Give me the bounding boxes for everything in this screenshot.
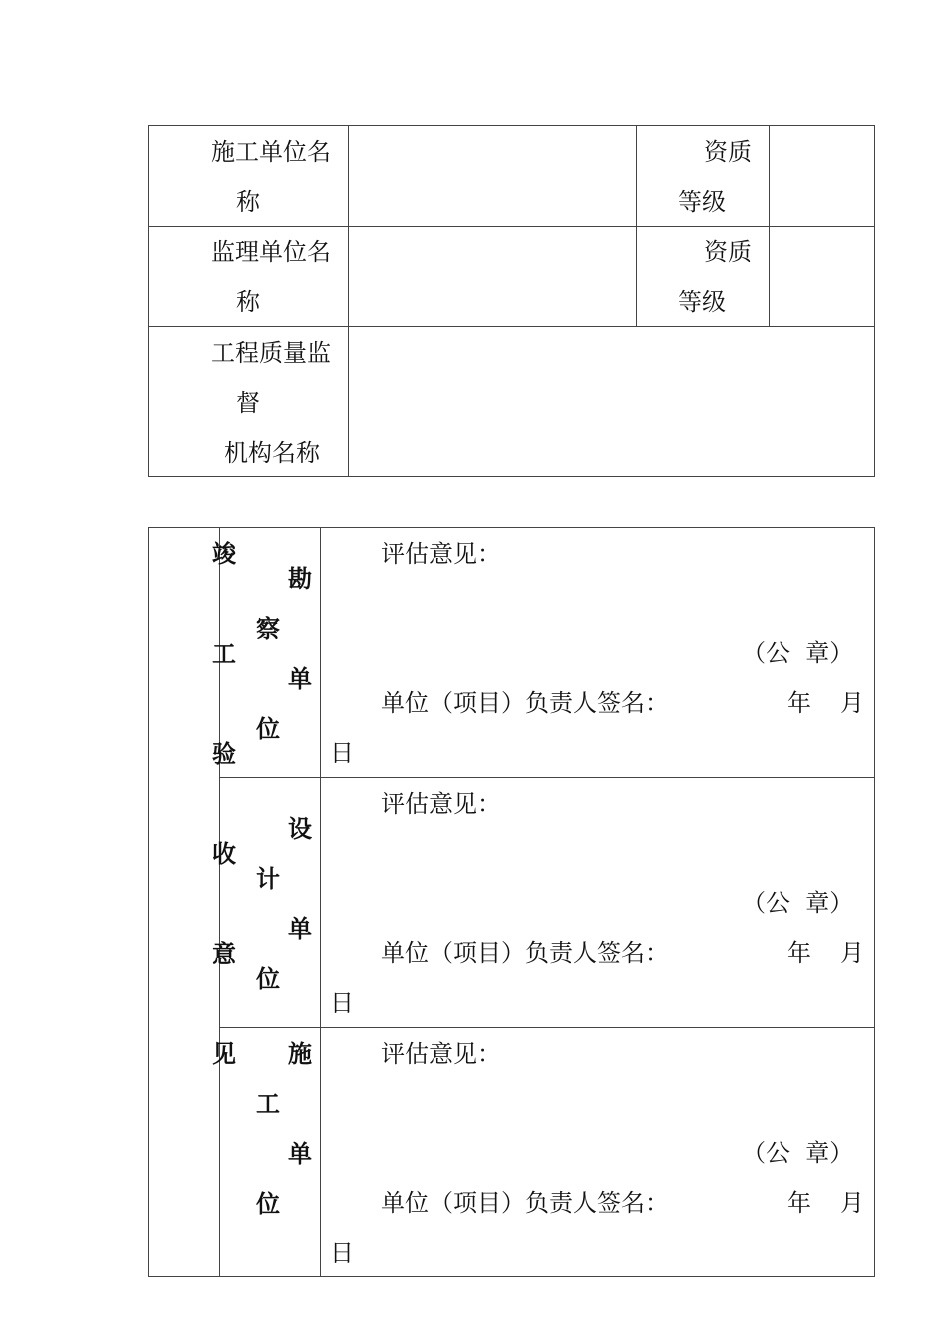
quality-agency-label: 工程质量监 [211,339,331,367]
side-label-char: 工 [212,639,236,668]
table1-column-divider [636,125,637,326]
construction-unit-label-cont: 称 [236,188,260,216]
design-year-label: 年 [787,939,811,967]
side-label-char: 见 [212,1039,236,1068]
construction-unit-char: 施 [288,1039,312,1068]
construction-day-label: 日 [330,1239,354,1267]
design-signature-label: 单位（项目）负责人签名： [381,939,669,967]
supervision-unit-label-cont: 称 [236,288,260,316]
quality-agency-label-name: 机构名称 [224,439,320,467]
construction-year-label: 年 [787,1189,811,1217]
quality-agency-label-cont: 督 [236,389,260,417]
survey-signature-label: 单位（项目）负责人签名： [381,689,669,717]
construction-grade-label-cont: 等级 [678,188,726,216]
survey-day-label: 日 [330,739,354,767]
construction-seal-placeholder: （公 章） [742,1139,854,1167]
design-opinion-label: 评估意见： [381,790,501,818]
construction-opinion-label: 评估意见： [381,1040,501,1068]
design-day-label: 日 [330,989,354,1017]
design-unit-char: 计 [256,864,280,893]
construction-unit-char: 工 [256,1089,280,1118]
supervision-grade-label-cont: 等级 [678,288,726,316]
construction-month-label: 月 [840,1189,864,1217]
design-month-label: 月 [840,939,864,967]
design-unit-char: 设 [288,814,312,843]
supervision-unit-label: 监理单位名 [211,238,331,266]
table2-section-divider [219,777,875,778]
survey-unit-char: 勘 [288,564,312,593]
survey-month-label: 月 [840,689,864,717]
survey-seal-placeholder: （公 章） [742,639,854,667]
survey-unit-char: 位 [256,714,280,743]
construction-signature-label: 单位（项目）负责人签名： [381,1189,669,1217]
supervision-grade-label: 资质 [704,238,752,266]
table1-column-divider [348,125,349,477]
construction-unit-char: 位 [256,1189,280,1218]
table1-column-divider [769,125,770,326]
design-unit-char: 位 [256,964,280,993]
construction-unit-char: 单 [288,1139,312,1168]
survey-unit-char: 单 [288,664,312,693]
table2-unit-column-divider [320,527,321,1277]
survey-year-label: 年 [787,689,811,717]
side-label-char: 竣 [212,539,236,568]
design-seal-placeholder: （公 章） [742,889,854,917]
survey-opinion-label: 评估意见： [381,540,501,568]
side-label-char: 验 [212,739,236,768]
side-label-char: 意 [212,939,236,968]
construction-grade-label: 资质 [704,138,752,166]
survey-unit-char: 察 [256,614,280,643]
design-unit-char: 单 [288,914,312,943]
side-label-char: 收 [212,839,236,868]
construction-unit-label: 施工单位名 [211,138,331,166]
table2-section-divider [219,1027,875,1028]
